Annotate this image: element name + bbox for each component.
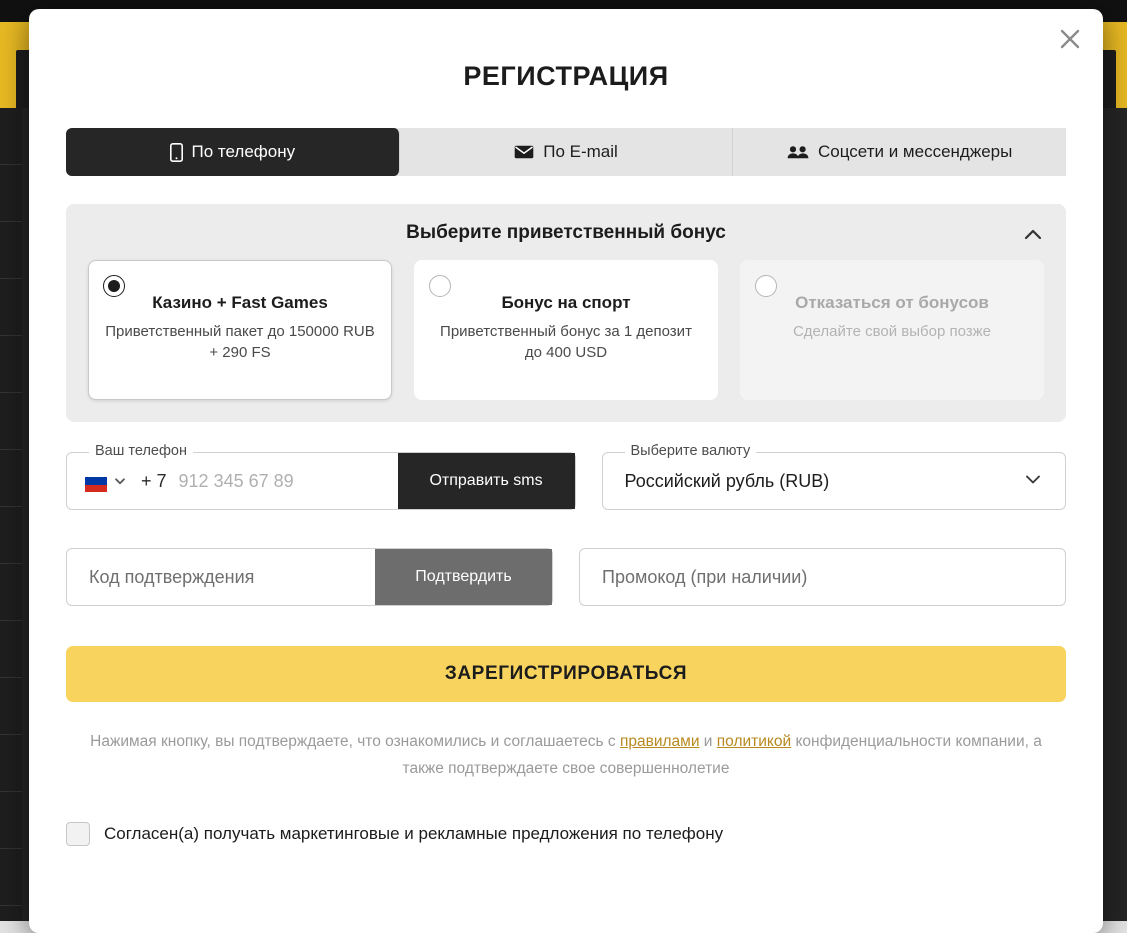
phone-field-legend: Ваш телефон xyxy=(89,443,193,459)
legal-text-part2: конфиденциальности компании, а также подтверждаете свое совершеннолетие xyxy=(402,733,1042,778)
bonus-option-sport-title: Бонус на спорт xyxy=(501,293,631,312)
tab-by-email[interactable] xyxy=(400,128,734,176)
radio-sport[interactable] xyxy=(429,275,451,297)
legal-disclaimer xyxy=(89,728,1043,782)
form-row-phone-currency xyxy=(66,443,1066,510)
currency-field-legend: Выберите валюту xyxy=(625,443,757,459)
register-button[interactable]: ЗАРЕГИСТРИРОВАТЬСЯ xyxy=(66,646,1066,702)
radio-casino[interactable] xyxy=(103,275,125,297)
phone-country-code: + 7 xyxy=(141,470,167,491)
phone-input[interactable] xyxy=(177,470,398,493)
tab-social-messengers[interactable] xyxy=(733,128,1066,176)
background-sidebar-row xyxy=(0,792,22,849)
legal-text-part1: Нажимая кнопку, вы подтверждаете, что ознакомились и соглашаетесь с xyxy=(90,733,620,750)
background-sidebar-row xyxy=(0,336,22,393)
flag-russia-icon xyxy=(85,470,107,492)
tab-by-phone[interactable] xyxy=(66,128,400,176)
confirm-button[interactable]: Подтвердить xyxy=(375,549,552,605)
chevron-down-icon xyxy=(1023,469,1043,494)
people-icon xyxy=(787,145,809,159)
bonus-option-sport[interactable] xyxy=(414,260,718,400)
bonus-panel-title: Выберите приветственный бонус xyxy=(406,222,726,243)
tab-by-email-label: По E-mail xyxy=(543,142,618,161)
currency-select[interactable] xyxy=(602,443,1066,510)
confirmation-code-field xyxy=(66,548,553,606)
phone-field xyxy=(66,443,576,510)
form-row-code-promo xyxy=(66,548,1066,606)
bonus-selector-panel xyxy=(66,204,1066,422)
phone-icon xyxy=(170,143,183,162)
background-sidebar-row xyxy=(0,165,22,222)
background-sidebar-row xyxy=(0,678,22,735)
background-sidebar xyxy=(0,108,22,933)
marketing-consent-label: Согласен(а) получать маркетинговые и рекламные предложения по телефону xyxy=(104,824,724,844)
marketing-consent-checkbox[interactable] xyxy=(66,822,90,846)
tab-by-phone-label: По телефону xyxy=(191,142,296,161)
background-sidebar-row xyxy=(0,849,22,906)
chevron-up-icon[interactable] xyxy=(1020,222,1046,248)
tab-social-messengers-label: Соцсети и мессенджеры xyxy=(818,142,1013,161)
background-sidebar-row xyxy=(0,507,22,564)
registration-modal xyxy=(29,9,1103,933)
promocode-input[interactable] xyxy=(580,548,1065,606)
envelope-icon xyxy=(514,145,534,159)
registration-method-tabs xyxy=(66,128,1066,176)
country-selector[interactable] xyxy=(67,470,127,492)
bonus-option-decline-title: Отказаться от бонусов xyxy=(795,293,989,312)
bonus-option-casino[interactable] xyxy=(88,260,392,400)
background-sidebar-row xyxy=(0,222,22,279)
bonus-options-list xyxy=(88,260,1044,400)
close-icon[interactable] xyxy=(1053,25,1087,59)
bonus-option-casino-desc: Приветственный пакет до 150000 RUB + 290 FS xyxy=(105,323,375,361)
background-sidebar-row xyxy=(0,621,22,678)
confirmation-code-input[interactable] xyxy=(67,548,375,606)
send-sms-button[interactable]: Отправить sms xyxy=(398,453,575,509)
background-sidebar-row xyxy=(0,735,22,792)
page-title: РЕГИСТРАЦИЯ xyxy=(463,61,669,91)
background-sidebar-row xyxy=(0,450,22,507)
legal-text-mid: и xyxy=(699,733,717,750)
promocode-field xyxy=(579,548,1066,606)
registration-form xyxy=(66,443,1066,606)
background-sidebar-row xyxy=(0,393,22,450)
bonus-option-casino-title: Казино + Fast Games xyxy=(152,293,328,312)
bonus-option-sport-desc: Приветственный бонус за 1 депозит до 400 USD xyxy=(440,323,692,361)
currency-select-value: Российский рубль (RUB) xyxy=(624,470,830,491)
chevron-down-icon xyxy=(113,474,127,488)
radio-decline[interactable] xyxy=(755,275,777,297)
background-sidebar-row xyxy=(0,279,22,336)
background-sidebar-row xyxy=(0,564,22,621)
bonus-option-decline[interactable] xyxy=(740,260,1044,400)
policy-link[interactable]: политикой xyxy=(716,733,792,750)
background-sidebar-row xyxy=(0,108,22,165)
rules-link[interactable]: правилами xyxy=(619,733,700,750)
marketing-consent-row xyxy=(66,822,1103,846)
bonus-option-decline-desc: Сделайте свой выбор позже xyxy=(792,323,992,341)
